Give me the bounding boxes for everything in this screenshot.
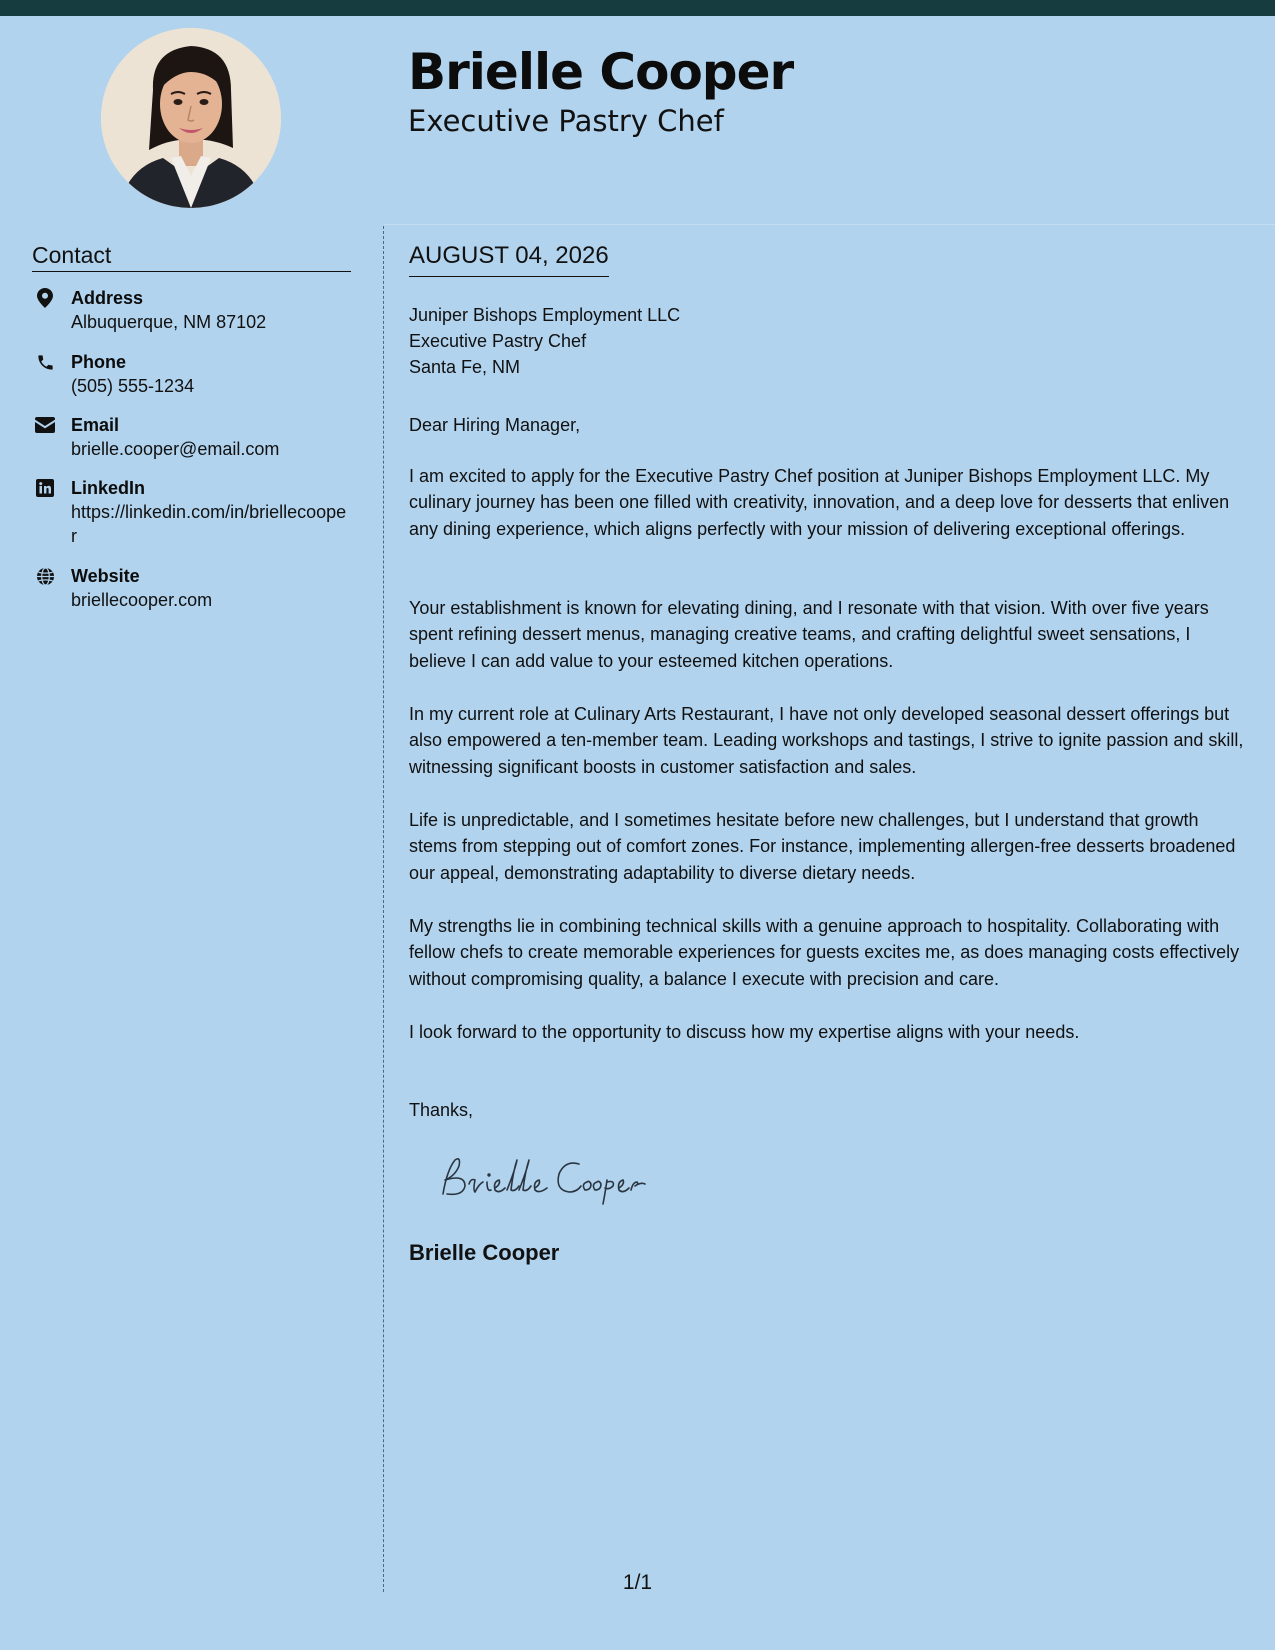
salutation: Dear Hiring Manager,	[409, 415, 581, 435]
signer-name: Brielle Cooper	[409, 1240, 560, 1265]
phone-label: Phone	[71, 352, 127, 372]
page-number: 1/1	[622, 1571, 653, 1594]
linkedin-value: https://linkedin.com/in/briellecooper	[71, 502, 347, 546]
address-value: Albuquerque, NM 87102	[71, 312, 267, 332]
top-accent-bar	[0, 0, 1275, 16]
profile-portrait-image	[101, 28, 281, 208]
column-divider	[383, 226, 384, 1592]
letter-paragraph: Your establishment is known for elevating dining, and I resonate with that vision. With over five years spent refining dessert menus, managing creative teams, and crafting delightful sweet sensations, I believe I can add value to your esteemed kitchen operations.	[409, 598, 1209, 671]
recipient-location: Santa Fe, NM	[409, 357, 521, 377]
email-value: brielle.cooper@email.com	[71, 439, 280, 459]
address-label: Address	[71, 288, 144, 308]
applicant-job-title: Executive Pastry Chef	[408, 104, 724, 138]
website-label: Website	[71, 566, 140, 586]
letter-paragraph: In my current role at Culinary Arts Restaurant, I have not only developed seasonal dessert offerings but also empowered a ten-member team. Leading workshops and tastings, I strive to ignite passion and skill, witnessing significant boosts in customer satisfaction and sales.	[409, 704, 1244, 777]
recipient-block	[409, 302, 680, 380]
signature-image	[431, 1150, 661, 1210]
contact-heading: Contact	[32, 240, 351, 272]
letter-paragraph: My strengths lie in combining technical skills with a genuine approach to hospitality. Collaborating with fellow chefs to create memorable experiences for guests excites me, as does managing costs effectively without compromising quality, a balance I execute with precision and care.	[409, 916, 1240, 989]
phone-icon	[35, 352, 55, 372]
globe-icon	[35, 566, 55, 586]
letter-body	[409, 240, 1249, 1265]
linkedin-label: LinkedIn	[71, 478, 146, 498]
location-pin-icon	[35, 288, 55, 308]
letter-paragraph: I look forward to the opportunity to discuss how my expertise aligns with your needs.	[409, 1022, 1080, 1042]
email-label: Email	[71, 415, 120, 435]
header-divider	[384, 224, 1275, 225]
letter-closing: Thanks,	[409, 1100, 474, 1120]
profile-photo	[101, 28, 281, 208]
letter-paragraph: Life is unpredictable, and I sometimes hesitate before new challenges, but I understand that growth stems from stepping out of comfort zones. For instance, implementing allergen-free desserts broadened our appeal, demonstrating adaptability to diverse dietary needs.	[409, 810, 1236, 883]
contact-sidebar	[32, 240, 351, 610]
website-value: briellecooper.com	[71, 590, 213, 610]
handwritten-signature	[431, 1150, 661, 1215]
applicant-name: Brielle Cooper	[408, 43, 794, 101]
envelope-icon	[35, 415, 55, 435]
linkedin-icon	[35, 478, 55, 498]
recipient-company: Juniper Bishops Employment LLC	[409, 305, 681, 325]
phone-value: (505) 555-1234	[71, 376, 195, 396]
letter-paragraph: I am excited to apply for the Executive Pastry Chef position at Juniper Bishops Employment LLC. My culinary journey has been one filled with creativity, innovation, and a deep love for desserts that enliven any dining experience, which aligns perfectly with your mission of delivering exceptional offerings.	[409, 466, 1230, 539]
letter-date: AUGUST 04, 2026	[409, 240, 609, 277]
recipient-position: Executive Pastry Chef	[409, 331, 587, 351]
